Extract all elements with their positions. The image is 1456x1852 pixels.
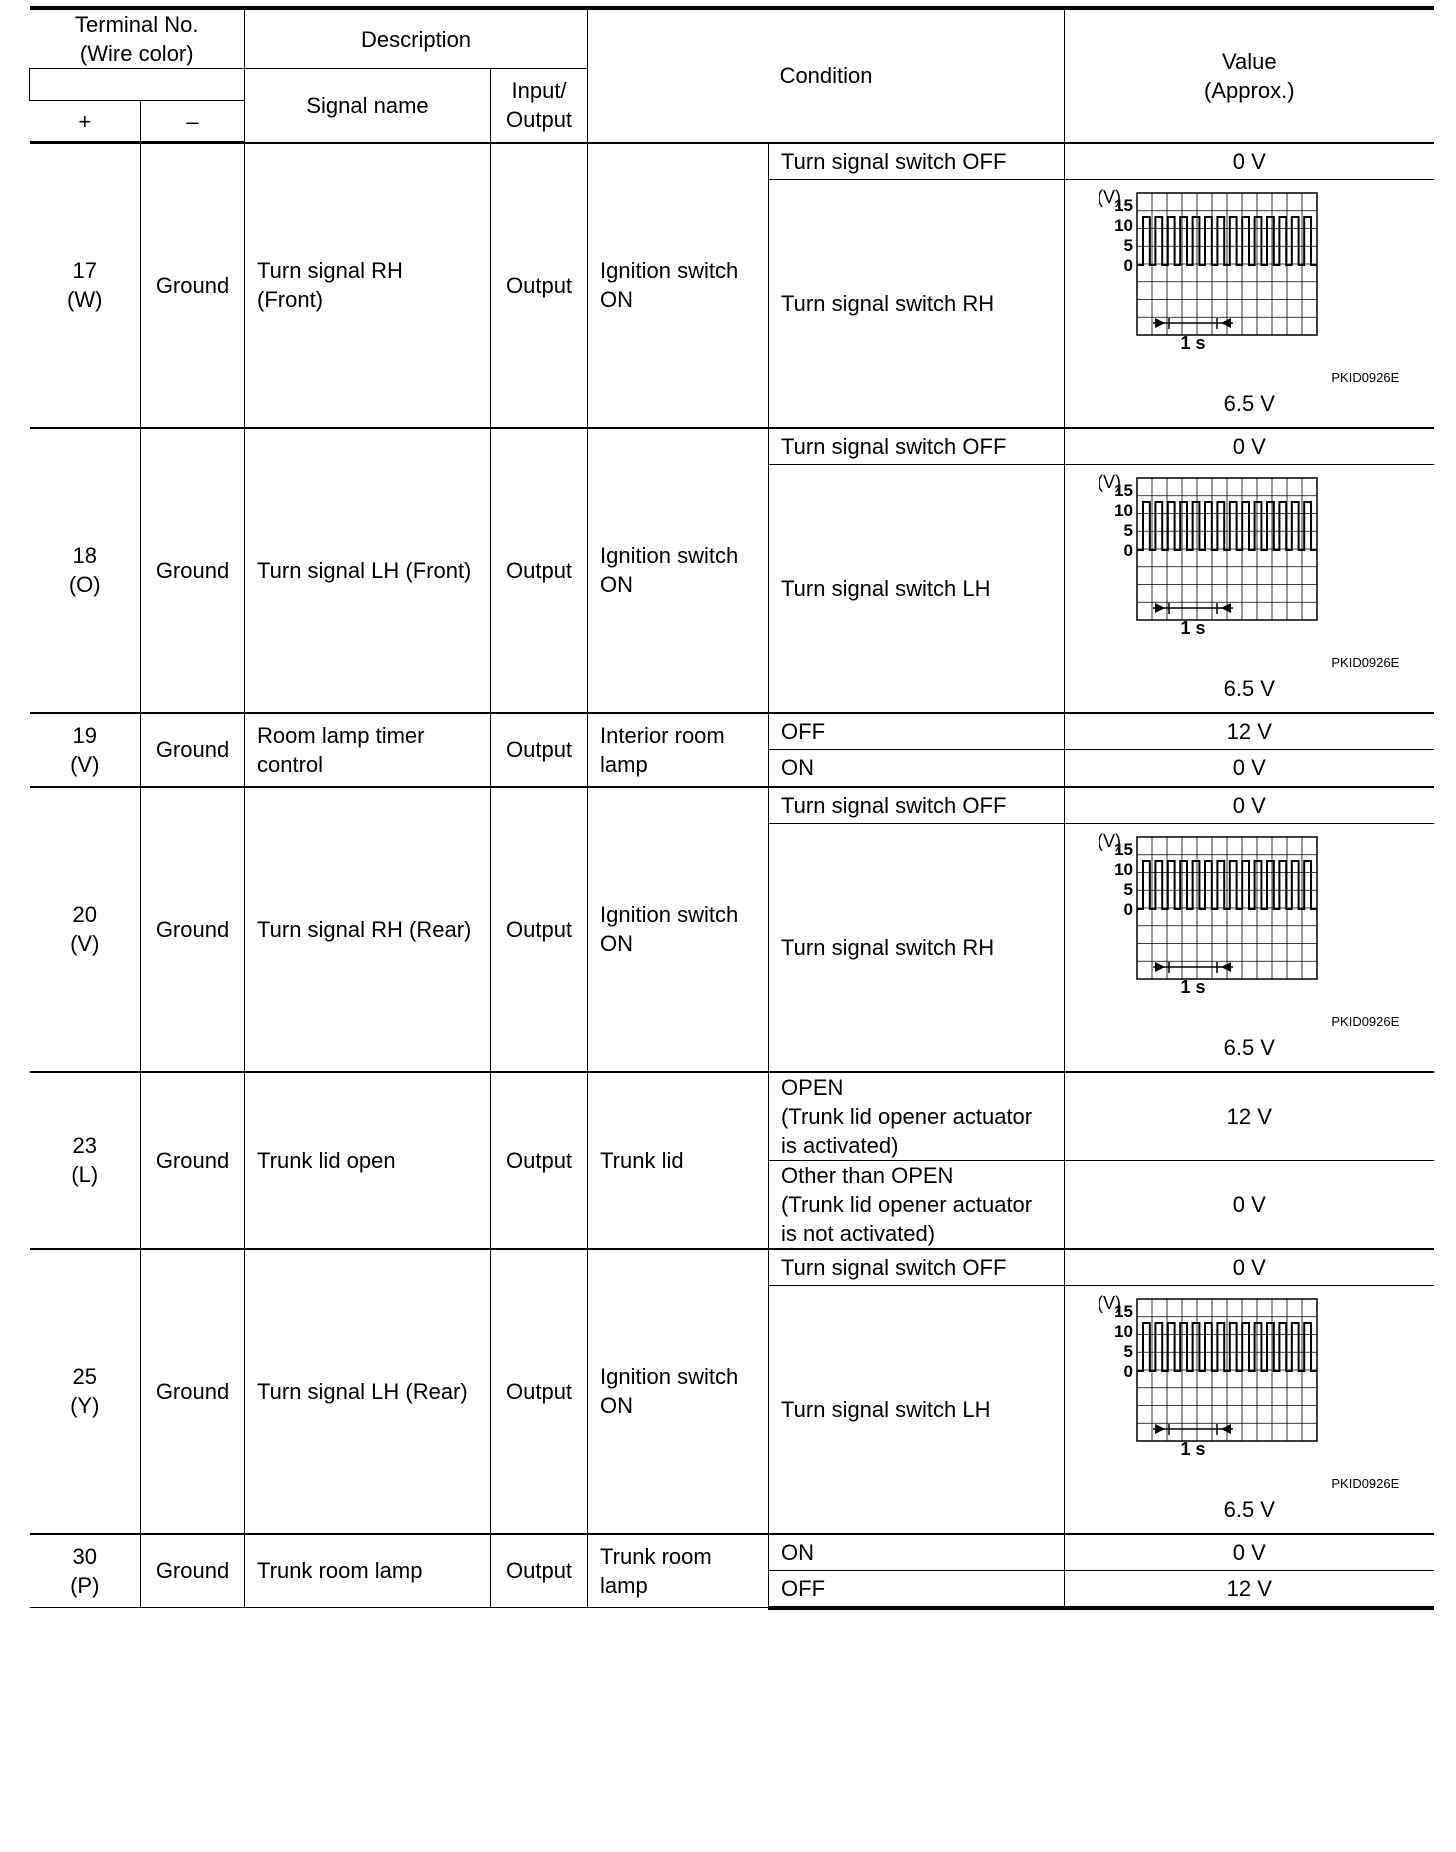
waveform-chart: [1099, 185, 1399, 375]
waveform-figure: [1099, 470, 1399, 706]
ground-terminal: Ground: [141, 428, 245, 713]
waveform-unit-label: (V): [1099, 187, 1122, 208]
table-row: [30, 143, 1434, 180]
condition-sub: Turn signal switch OFF: [769, 1249, 1065, 1286]
waveform-cell: [1065, 180, 1434, 428]
input-output: Output: [491, 428, 588, 713]
y-tick-label: 5: [1123, 236, 1134, 256]
table-row: [30, 1534, 1434, 1571]
header-terminal-no: Terminal No. (Wire color): [30, 8, 245, 69]
table-body: [30, 143, 1434, 1608]
y-tick-label: 5: [1123, 880, 1134, 900]
time-scale-label: 1 s: [1180, 1439, 1206, 1460]
terminal-number: 25 (Y): [30, 1249, 141, 1534]
y-tick-label: 0: [1123, 256, 1134, 276]
waveform-value: 6.5 V: [1223, 391, 1275, 417]
terminal-number: 19 (V): [30, 713, 141, 787]
waveform-cell: [1065, 824, 1434, 1072]
terminal-number: 30 (P): [30, 1534, 141, 1608]
y-tick-label: 15: [1114, 840, 1134, 860]
waveform-y-ticks: [1114, 1302, 1133, 1381]
value-cell: 0 V: [1065, 428, 1434, 465]
ground-terminal: Ground: [141, 713, 245, 787]
terminal-number: 23 (L): [30, 1072, 141, 1249]
y-tick-label: 15: [1114, 481, 1134, 501]
condition-sub: Turn signal switch OFF: [769, 143, 1065, 180]
y-tick-label: 5: [1123, 521, 1134, 541]
value-cell: 12 V: [1065, 713, 1434, 750]
value-cell: 12 V: [1065, 1571, 1434, 1608]
header-condition: Condition: [588, 8, 1065, 143]
terminal-number: 20 (V): [30, 787, 141, 1072]
value-cell: 0 V: [1065, 143, 1434, 180]
y-tick-label: 0: [1123, 1362, 1134, 1382]
time-scale-label: 1 s: [1180, 977, 1206, 998]
waveform-value: 6.5 V: [1223, 676, 1275, 702]
header-description: Description: [245, 8, 588, 69]
table-row: [30, 787, 1434, 824]
condition-main: Ignition switch ON: [588, 787, 769, 1072]
ground-terminal: Ground: [141, 1534, 245, 1608]
value-cell: 0 V: [1065, 750, 1434, 787]
input-output: Output: [491, 143, 588, 428]
signal-name: Turn signal RH (Front): [245, 143, 491, 428]
waveform-y-ticks: [1114, 196, 1133, 275]
condition-sub: ON: [769, 1534, 1065, 1571]
signal-name: Trunk lid open: [245, 1072, 491, 1249]
value-cell: 0 V: [1065, 1160, 1434, 1249]
input-output: Output: [491, 1072, 588, 1249]
condition-main: Ignition switch ON: [588, 143, 769, 428]
waveform-chart: [1099, 470, 1399, 660]
y-tick-label: 0: [1123, 900, 1134, 920]
y-tick-label: 10: [1114, 860, 1134, 880]
table-row: [30, 713, 1434, 750]
figure-code: PKID0926E: [1331, 655, 1400, 671]
terminal-table: [29, 6, 1434, 1610]
header-signal-name: Signal name: [245, 69, 491, 143]
waveform-figure: [1099, 829, 1399, 1065]
waveform-figure: [1099, 1291, 1399, 1527]
waveform-cell: [1065, 465, 1434, 713]
header-value: Value (Approx.): [1065, 8, 1434, 143]
condition-sub: Other than OPEN (Trunk lid opener actuator is not activated): [769, 1160, 1065, 1249]
figure-code: PKID0926E: [1331, 1476, 1400, 1492]
signal-name: Turn signal RH (Rear): [245, 787, 491, 1072]
table-row: [30, 1072, 1434, 1161]
ground-terminal: Ground: [141, 143, 245, 428]
condition-sub: Turn signal switch OFF: [769, 428, 1065, 465]
condition-main: Ignition switch ON: [588, 1249, 769, 1534]
ground-terminal: Ground: [141, 1072, 245, 1249]
time-scale-label: 1 s: [1180, 618, 1206, 639]
y-tick-label: 10: [1114, 216, 1134, 236]
y-tick-label: 0: [1123, 541, 1134, 561]
input-output: Output: [491, 787, 588, 1072]
header-input-output: Input/ Output: [491, 69, 588, 143]
y-tick-label: 15: [1114, 196, 1134, 216]
waveform-y-ticks: [1114, 840, 1133, 919]
signal-name: Trunk room lamp: [245, 1534, 491, 1608]
condition-sub: ON: [769, 750, 1065, 787]
terminal-number: 17 (W): [30, 143, 141, 428]
waveform-cell: [1065, 1286, 1434, 1534]
waveform-value: 6.5 V: [1223, 1035, 1275, 1061]
condition-main: Ignition switch ON: [588, 428, 769, 713]
figure-code: PKID0926E: [1331, 1014, 1400, 1030]
signal-name: Turn signal LH (Front): [245, 428, 491, 713]
condition-sub: Turn signal switch LH: [769, 1286, 1065, 1534]
input-output: Output: [491, 1534, 588, 1608]
time-scale-label: 1 s: [1180, 333, 1206, 354]
ground-terminal: Ground: [141, 1249, 245, 1534]
condition-sub: OFF: [769, 1571, 1065, 1608]
value-cell: 0 V: [1065, 1249, 1434, 1286]
condition-sub: OPEN (Trunk lid opener actuator is activated): [769, 1072, 1065, 1161]
waveform-unit-label: (V): [1099, 831, 1122, 852]
signal-name: Turn signal LH (Rear): [245, 1249, 491, 1534]
terminal-spec-page: [29, 6, 1433, 1610]
condition-sub: OFF: [769, 713, 1065, 750]
waveform-unit-label: (V): [1099, 472, 1122, 493]
value-cell: 0 V: [1065, 1534, 1434, 1571]
input-output: Output: [491, 713, 588, 787]
waveform-figure: [1099, 185, 1399, 421]
condition-sub: Turn signal switch RH: [769, 824, 1065, 1072]
ground-terminal: Ground: [141, 787, 245, 1072]
waveform-y-ticks: [1114, 481, 1133, 560]
y-tick-label: 15: [1114, 1302, 1134, 1322]
waveform-chart: [1099, 829, 1399, 1019]
header-minus: –: [141, 101, 245, 143]
waveform-chart: [1099, 1291, 1399, 1481]
condition-sub: Turn signal switch LH: [769, 465, 1065, 713]
y-tick-label: 10: [1114, 501, 1134, 521]
condition-main: Interior room lamp: [588, 713, 769, 787]
value-cell: 0 V: [1065, 787, 1434, 824]
value-cell: 12 V: [1065, 1072, 1434, 1161]
waveform-unit-label: (V): [1099, 1293, 1122, 1314]
condition-sub: Turn signal switch RH: [769, 180, 1065, 428]
y-tick-label: 10: [1114, 1322, 1134, 1342]
table-row: [30, 428, 1434, 465]
header-terminal-spacer: [30, 69, 245, 101]
input-output: Output: [491, 1249, 588, 1534]
condition-main: Trunk lid: [588, 1072, 769, 1249]
y-tick-label: 5: [1123, 1342, 1134, 1362]
terminal-number: 18 (O): [30, 428, 141, 713]
header-plus: +: [30, 101, 141, 143]
signal-name: Room lamp timer control: [245, 713, 491, 787]
waveform-value: 6.5 V: [1223, 1497, 1275, 1523]
condition-main: Trunk room lamp: [588, 1534, 769, 1608]
condition-sub: Turn signal switch OFF: [769, 787, 1065, 824]
table-header: [30, 8, 1434, 143]
table-row: [30, 1249, 1434, 1286]
figure-code: PKID0926E: [1331, 370, 1400, 386]
